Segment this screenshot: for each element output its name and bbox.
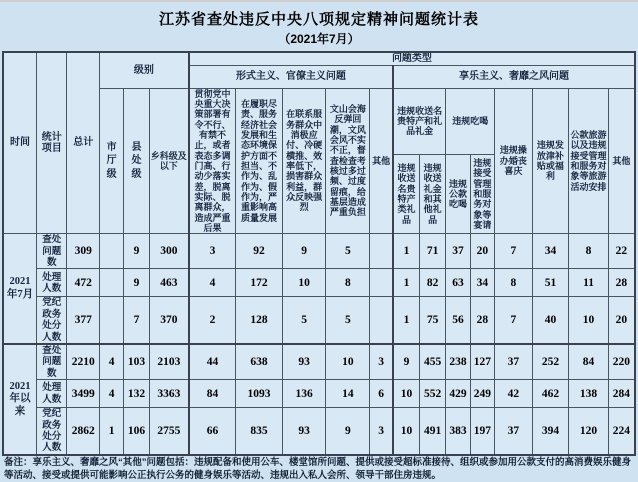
value-cell: 220: [608, 344, 635, 380]
value-cell: 128: [236, 297, 283, 344]
value-cell: 1: [393, 297, 419, 344]
page-title: 江苏省查处违反中央八项规定精神问题统计表: [158, 11, 479, 28]
value-cell: 28: [608, 269, 635, 297]
value-cell: 2103: [149, 344, 189, 380]
col-header-formalism-3: 在联系服务群众中消极应付、冷硬横推、效率低下，损害群众利益，群众反映强烈: [282, 88, 326, 234]
value-cell: 7: [495, 297, 533, 344]
value-cell: [370, 269, 393, 297]
value-cell: 8: [326, 269, 370, 297]
value-cell: 10: [282, 269, 326, 297]
col-group-formalism: 形式主义、官僚主义问题: [189, 65, 393, 88]
value-cell: 552: [419, 380, 445, 408]
statistics-table: [2, 51, 636, 456]
col-header-banquet-invitations: 违规接受管理和服务对象等宴请: [470, 154, 494, 233]
value-cell: 37: [495, 344, 533, 380]
value-cell: 463: [149, 269, 189, 297]
col-header-weddings-funerals: 违规操办婚丧喜庆: [495, 88, 533, 234]
col-header-hedonism-other: 其他: [608, 88, 635, 234]
value-cell: 136: [282, 380, 326, 408]
value-cell: 56: [446, 297, 470, 344]
value-cell: 9: [124, 234, 149, 269]
value-cell: 127: [470, 344, 494, 380]
value-cell: 3363: [149, 380, 189, 408]
col-header-formalism-other: 其他: [370, 88, 393, 234]
col-header-cash-gifts: 违规收送礼金和其他礼品: [419, 154, 445, 233]
value-cell: 197: [470, 408, 494, 455]
col-header-city-level: [99, 88, 123, 234]
value-cell: 462: [532, 380, 569, 408]
value-cell: 84: [189, 380, 236, 408]
footnote: 备注：享乐主义、奢靡之风“其他”问题包括：违规配备和使用公车、楼堂馆所问题、提供或接受超标准接待、组织或参加用公款支付的高消费娱乐健身等活动、接受或提供可能影响公正执行公务的健身娱乐等活动、违规出入私人会所、领导干部住房违规。: [4, 456, 632, 481]
col-header-stat-item: 统计项目: [37, 52, 67, 234]
value-cell: 472: [67, 269, 100, 297]
value-cell: 491: [419, 408, 445, 455]
value-cell: 103: [124, 344, 149, 380]
col-header-formalism-1: 贯彻党中央重大决策部署有令不行、有禁不止，或者表态多调门高、行动少落实差，脱离实际、脱离群众，造成严重后果: [189, 88, 236, 234]
value-cell: 249: [470, 380, 494, 408]
col-header-township-level: 乡科级及以下: [149, 88, 189, 234]
value-cell: 92: [236, 234, 283, 269]
value-cell: [99, 234, 123, 269]
page-subtitle: （2021年7月）: [278, 32, 360, 46]
city-level-label: 市厅级: [106, 141, 117, 180]
value-cell: 84: [569, 344, 609, 380]
col-header-formalism-2: 在履职尽责、服务经济社会发展和生态环境保护方面不担当、不作为、乱作为、假作为，严重影响高质量发展: [236, 88, 283, 234]
row-label: 处理人数: [37, 269, 67, 297]
value-cell: [370, 234, 393, 269]
value-cell: 5: [282, 297, 326, 344]
value-cell: 93: [282, 408, 326, 455]
value-cell: 6: [370, 380, 393, 408]
value-cell: 7: [495, 234, 533, 269]
value-cell: 82: [419, 269, 445, 297]
col-group-level: 级别: [99, 52, 188, 88]
value-cell: 4: [99, 344, 123, 380]
value-cell: 34: [532, 234, 569, 269]
value-cell: 1: [393, 269, 419, 297]
value-cell: 66: [189, 408, 236, 455]
table-row: [3, 234, 635, 269]
value-cell: 394: [532, 408, 569, 455]
value-cell: 8: [495, 269, 533, 297]
value-cell: 37: [446, 234, 470, 269]
value-cell: 37: [495, 408, 533, 455]
value-cell: 8: [569, 234, 609, 269]
col-header-specialty-gifts: 违规收送名贵特产类礼品: [393, 154, 419, 233]
value-cell: 172: [236, 269, 283, 297]
value-cell: 5: [326, 297, 370, 344]
value-cell: 10: [569, 297, 609, 344]
value-cell: 20: [608, 297, 635, 344]
value-cell: 224: [608, 408, 635, 455]
value-cell: [99, 269, 123, 297]
value-cell: 2862: [67, 408, 100, 455]
table-row: [3, 269, 635, 297]
col-group-gifts: 违规收送名贵特产和礼品礼金: [393, 88, 446, 154]
value-cell: [370, 297, 393, 344]
value-cell: 4: [189, 269, 236, 297]
value-cell: 34: [470, 269, 494, 297]
table-row: [3, 297, 635, 344]
value-cell: 309: [67, 234, 100, 269]
col-header-county-level: [124, 88, 149, 234]
value-cell: 93: [282, 344, 326, 380]
value-cell: 9: [282, 234, 326, 269]
county-level-label: 县处级: [131, 141, 142, 180]
value-cell: 5: [326, 234, 370, 269]
table-row: [3, 380, 635, 408]
value-cell: 284: [608, 380, 635, 408]
value-cell: 9: [124, 269, 149, 297]
value-cell: 44: [189, 344, 236, 380]
value-cell: 10: [326, 344, 370, 380]
table-body: [3, 234, 635, 455]
value-cell: 9: [326, 408, 370, 455]
value-cell: 835: [236, 408, 283, 455]
value-cell: 20: [470, 234, 494, 269]
value-cell: 3: [370, 344, 393, 380]
value-cell: 252: [532, 344, 569, 380]
value-cell: 238: [446, 344, 470, 380]
value-cell: 3: [370, 408, 393, 455]
value-cell: 383: [446, 408, 470, 455]
value-cell: 138: [569, 380, 609, 408]
value-cell: 10: [393, 380, 419, 408]
row-label: 党纪政务处分人数: [37, 408, 67, 455]
value-cell: 4: [99, 380, 123, 408]
period-label: 2021年7月: [3, 234, 37, 344]
table-row: [3, 408, 635, 455]
row-label: 查处问题数: [37, 344, 67, 380]
value-cell: 429: [446, 380, 470, 408]
col-group-dining: 违规吃喝: [446, 88, 495, 154]
value-cell: 63: [446, 269, 470, 297]
row-label: 查处问题数: [37, 234, 67, 269]
col-header-total: 总计: [67, 52, 100, 234]
value-cell: 455: [419, 344, 445, 380]
value-cell: 10: [393, 408, 419, 455]
value-cell: 2: [189, 297, 236, 344]
value-cell: 638: [236, 344, 283, 380]
value-cell: 106: [124, 408, 149, 455]
col-header-allowances: 违规发放津补贴或福利: [532, 88, 569, 234]
col-header-time: 时间: [3, 52, 37, 234]
value-cell: 7: [124, 297, 149, 344]
col-header-public-funded-travel: 公款旅游以及违规接受管理和服务对象等旅游活动安排: [569, 88, 609, 234]
value-cell: 51: [532, 269, 569, 297]
value-cell: 1: [393, 234, 419, 269]
value-cell: 28: [470, 297, 494, 344]
value-cell: 1: [99, 408, 123, 455]
value-cell: 22: [608, 234, 635, 269]
value-cell: 11: [569, 269, 609, 297]
value-cell: 3499: [67, 380, 100, 408]
value-cell: 377: [67, 297, 100, 344]
value-cell: 370: [149, 297, 189, 344]
col-header-public-funds-dining: 违规公款吃喝: [446, 154, 470, 233]
row-label: 党纪政务处分人数: [37, 297, 67, 344]
value-cell: 132: [124, 380, 149, 408]
value-cell: 2210: [67, 344, 100, 380]
value-cell: 71: [419, 234, 445, 269]
value-cell: 120: [569, 408, 609, 455]
value-cell: 42: [495, 380, 533, 408]
period-label: 2021年以来: [3, 344, 37, 455]
value-cell: 3: [189, 234, 236, 269]
col-group-hedonism: 享乐主义、奢靡之风问题: [393, 65, 635, 88]
value-cell: [99, 297, 123, 344]
value-cell: 40: [532, 297, 569, 344]
value-cell: 2755: [149, 408, 189, 455]
col-group-problem-type: 问题类型: [189, 52, 635, 65]
value-cell: 9: [393, 344, 419, 380]
value-cell: 14: [326, 380, 370, 408]
value-cell: 300: [149, 234, 189, 269]
table-row: [3, 344, 635, 380]
value-cell: 75: [419, 297, 445, 344]
row-label: 处理人数: [37, 380, 67, 408]
col-header-formalism-4: 文山会海反弹回潮，文风会风不实不正，督查检查考核过多过频、过度留痕，给基层造成严重负担: [326, 88, 370, 234]
value-cell: 1093: [236, 380, 283, 408]
